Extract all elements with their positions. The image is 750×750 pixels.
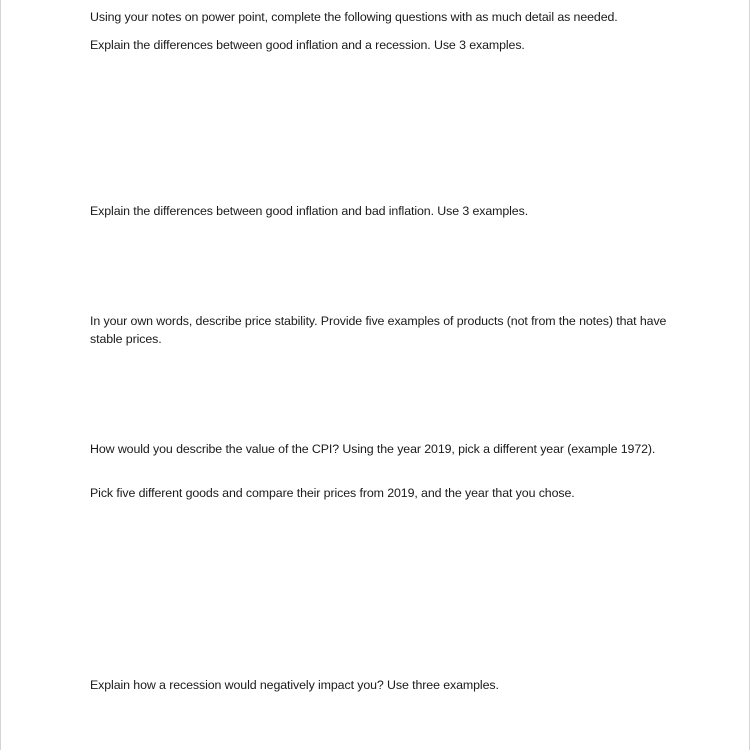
question-1: Explain the differences between good inflation and a recession. Use 3 examples. bbox=[90, 38, 525, 52]
question-3: In your own words, describe price stability. Provide five examples of products (not from the notes) that have stable prices. bbox=[90, 314, 667, 346]
question-4: How would you describe the value of the CPI? Using the year 2019, pick a different year (example 1972). bbox=[90, 442, 656, 456]
question-5: Explain how a recession would negatively impact you? Use three examples. bbox=[90, 678, 499, 692]
instructions-text: Using your notes on power point, complete the following questions with as much detail as needed. bbox=[90, 10, 618, 24]
question-4-continuation: Pick five different goods and compare their prices from 2019, and the year that you chose. bbox=[90, 486, 575, 500]
question-2: Explain the differences between good inflation and bad inflation. Use 3 examples. bbox=[90, 204, 529, 218]
